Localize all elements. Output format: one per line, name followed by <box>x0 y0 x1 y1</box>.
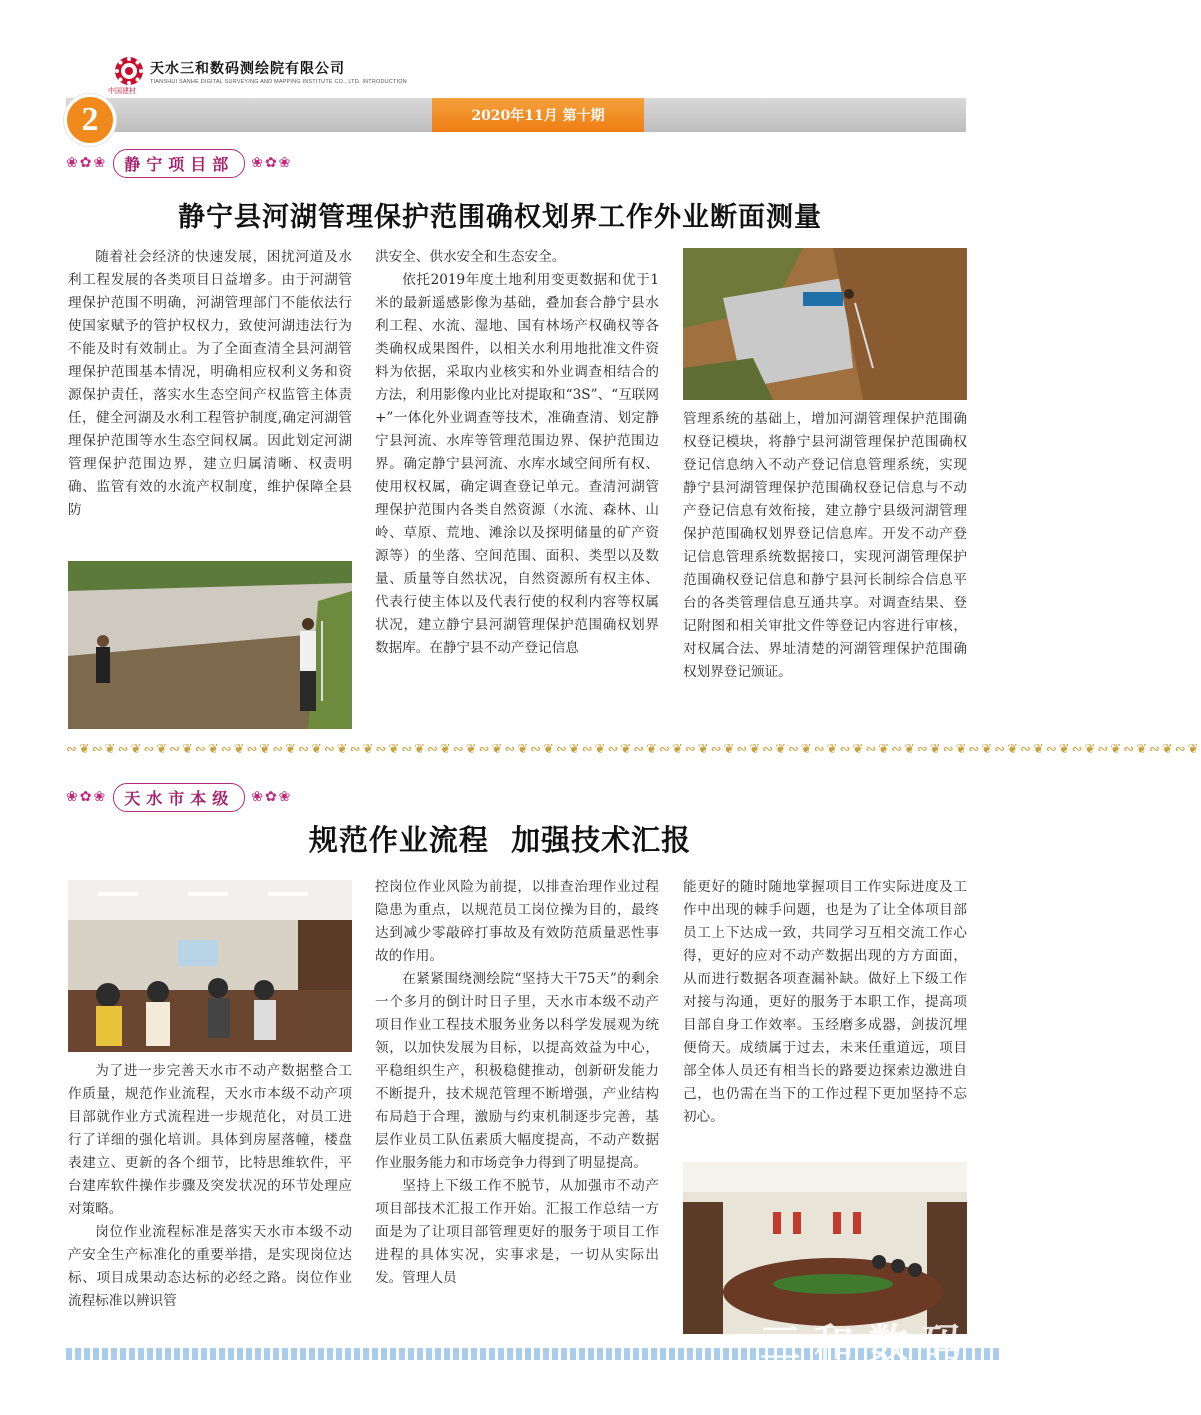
flower-ornament-icon: ❀✿❀ <box>251 789 293 805</box>
paragraph: 能更好的随时随地掌握项目工作实际进度及工作中出现的棘手问题，也是为了让全体项目部员工上下达成一致，共同学习互相交流工作心得，更好的应对不动产数据出现的方方面面，从而进行数据各项查漏补缺。做好上下级工作对接与沟通，更好的服务于本职工作，提高项目部自身工作效率。玉经磨多成器，剑拔沉埋便倚天。成绩属于过去，未来任重道远，项目部全体人员还有相当长的路要边探索边激进自己，也仍需在当下的工作过程下更加坚持不忘初心。 <box>683 879 967 1125</box>
footer-watermark: 三和数码 <box>760 1321 976 1367</box>
article1-column-1 <box>68 246 352 522</box>
company-name-en: TIANSHUI SANHE DIGITAL SURVEYING AND MAPPING INSTITUTE CO., LTD. INTRODUCTION <box>150 79 407 85</box>
paragraph: 依托2019年度土地利用变更数据和优于1米的最新遥感影像为基础，叠加套合静宁县水利工程、水流、湿地、国有林场产权确权等各类确权成果图件，以相关水利用地批准文件资料为依据，采取内业核实和外业调查相结合的方法，利用影像内业比对提取和“3S”、“互联网+”一体化外业调查等技术，准确查清、划定静宁县河流、水库等管理范围边界、保护范围边界。确定静宁县河流、水库水域空间所有权、使用权权属，确定调查登记单元。查清河湖管理保护范围内各类自然资源（水流、森林、山岭、草原、荒地、滩涂以及探明储量的矿产资源等）的坐落、空间范围、面积、类型以及数量、质量等自然状况，自然资源所有权主体、代表行使主体以及代表行使的权利内容等权属状况，建立静宁县河湖管理保护范围确权划界数据库。在静宁县不动产登记信息 <box>375 272 659 656</box>
flower-ornament-icon: ❀✿❀ <box>251 155 293 171</box>
flower-ornament-icon: ❀✿❀ <box>66 789 108 805</box>
paragraph: 为了进一步完善天水市不动产数据整合工作质量，规范作业流程，天水市本级不动产项目部就作业方式流程进一步规范化，对员工进行了详细的强化培训。具体到房屋落幢，楼盘表建立、更新的各个细节，比特思维软件，平台建库软件操作步骤及突发状况的环节处理应对策略。 <box>68 1063 352 1217</box>
section-divider: ∾❦∾❦∾❦∾❦∾❦∾❦∾❦∾❦∾❦∾❦∾❦∾❦∾❦∾❦∾❦∾❦∾❦∾❦∾❦∾❦∾❦∾❦∾❦∾❦∾❦∾❦∾❦∾❦∾❦∾❦∾❦∾❦∾❦∾❦∾❦∾❦∾❦∾❦∾❦∾❦∾❦∾❦∾❦∾❦ <box>66 742 1201 757</box>
article-title: 规范作业流程 加强技术汇报 <box>308 823 692 857</box>
company-name: 天水三和数码测绘院有限公司 <box>150 61 345 77</box>
paragraph: 在紧紧围绕测绘院“坚持大干75天”的剩余一个多月的倒计时日子里，天水市本级不动产项目作业工程技术服务业务以科学发展观为统领，以加快发展为目标，以提高效益为中心，平稳组织生产，积极稳健推动，创新研发能力不断提升，技术规范管理不断增强，产业结构布局趋于合理，激励与约束机制逐步完善，基层作业员工队伍素质大幅度提高，不动产数据作业服务能力和市场竞争力得到了明显提高。 <box>375 971 659 1171</box>
company-logo-icon <box>114 56 144 86</box>
paragraph: 洪安全、供水安全和生态安全。 <box>375 249 566 265</box>
photo-river-measuring <box>683 248 967 400</box>
page-number: 2 <box>64 94 116 146</box>
article2-column-1 <box>68 1060 352 1313</box>
logo-subtitle: 中国建材 <box>108 87 136 95</box>
photo-river-survey <box>68 561 352 729</box>
article2-column-2 <box>375 876 659 1290</box>
article1-column-3 <box>683 408 967 684</box>
section-label: 静宁项目部 <box>113 149 245 178</box>
paragraph: 岗位作业流程标准是落实天水市本级不动产安全生产标准化的重要举措，是实现岗位达标、项目成果动态达标的必经之路。岗位作业流程标准以辨识管 <box>68 1224 352 1309</box>
article2-column-3 <box>683 876 967 1129</box>
article1-column-2 <box>375 246 659 660</box>
section-label: 天水市本级 <box>113 783 245 812</box>
article-title: 静宁县河湖管理保护范围确权划界工作外业断面测量 <box>178 202 822 233</box>
paragraph: 控岗位作业风险为前提，以排查治理作业过程隐患为重点，以规范员工岗位操为目的，最终达到减少零敲碎打事故及有效防范质量恶性事故的作用。 <box>375 879 659 964</box>
flower-ornament-icon: ❀✿❀ <box>66 155 108 171</box>
paragraph: 坚持上下级工作不脱节，从加强市不动产项目部技术汇报工作开始。汇报工作总结一方面是为了让项目部管理更好的服务于项目工作进程的具体实况，实事求是，一切从实际出发。管理人员 <box>375 1178 659 1286</box>
paragraph: 管理系统的基础上，增加河湖管理保护范围确权登记模块，将静宁县河湖管理保护范围确权登记信息纳入不动产登记信息管理系统，实现静宁县河湖管理保护范围确权登记信息与不动产登记信息有效衔接，建立静宁县级河湖管理保护范围确权划界登记信息库。开发不动产登记信息管理系统数据接口，实现河湖管理保护范围确权登记信息和静宁县河长制综合信息平台的各类管理信息互通共享。对调查结果、登记附图和相关审批文件等登记内容进行审核，对权属合法、界址清楚的河湖管理保护范围确权划界登记颁证。 <box>683 411 967 680</box>
section-tag-jingning <box>66 146 292 180</box>
paragraph: 随着社会经济的快速发展，困扰河道及水利工程发展的各类项目日益增多。由于河湖管理保护范围不明确，河湖管理部门不能依法行使国家赋予的管护权权力，致使河湖违法行为不能及时有效制止。为了全面查清全县河湖管理保护范围基本情况，明确相应权利义务和资源保护责任，落实水生态空间产权监管主体责任，健全河湖及水利工程管护制度,确定河湖管理保护范围等水生态空间权属。因此划定河湖管理保护范围边界，建立归属清晰、权责明确、监管有效的水流产权制度，维护保障全县防 <box>68 249 352 518</box>
photo-training-meeting <box>68 880 352 1052</box>
photo-report-meeting <box>683 1162 967 1334</box>
section-tag-tianshui <box>66 780 292 814</box>
issue-label: 2020年11月 第十期 <box>432 98 644 132</box>
